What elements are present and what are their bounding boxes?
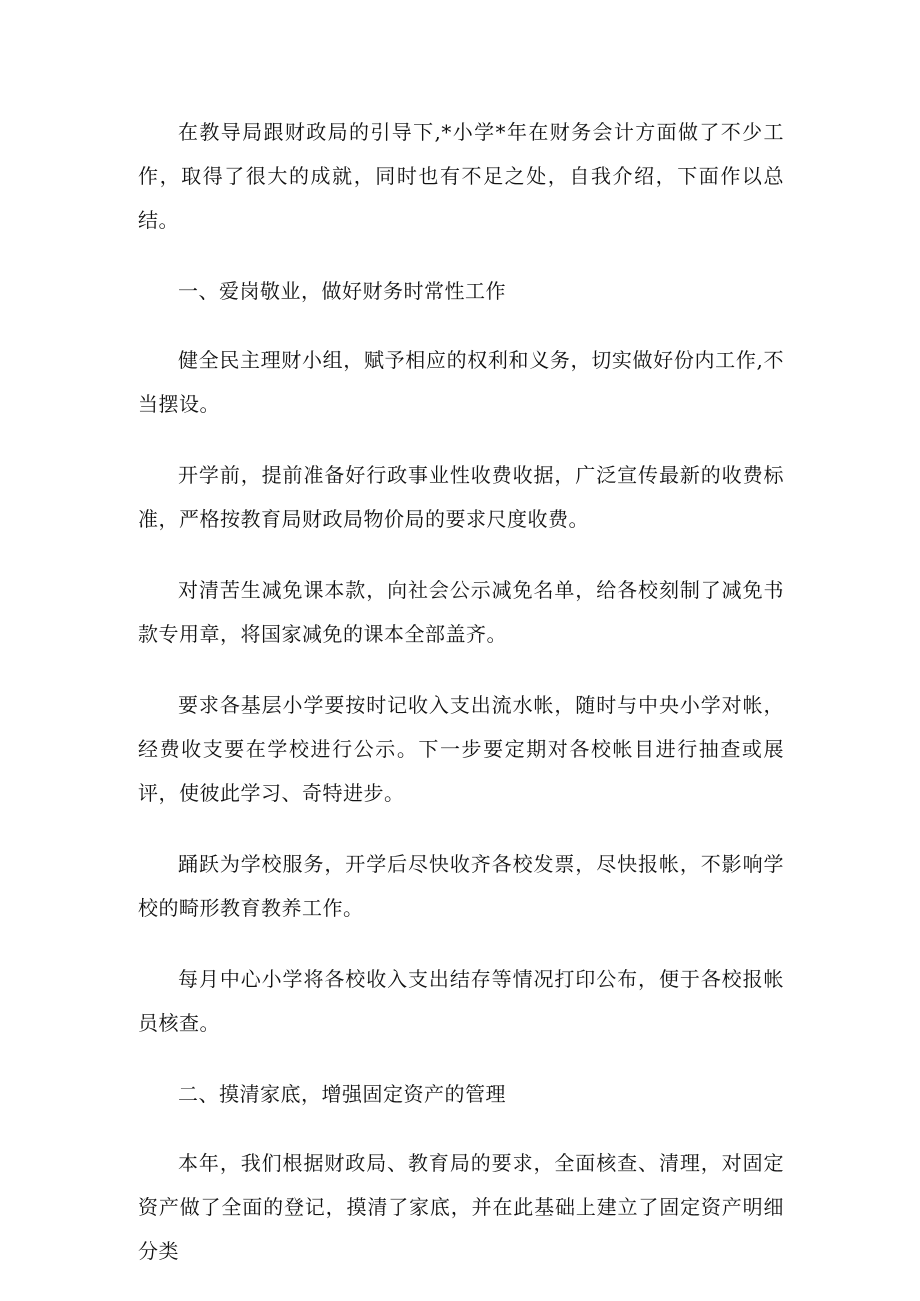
section-heading-1: 一、爱岗敬业，做好财务时常性工作	[178, 279, 506, 303]
section-heading-2: 二、摸清家底，增强固定资产的管理	[178, 1082, 506, 1106]
paragraph-intro: 在教导局跟财政局的引导下,*小学*年在财务会计方面做了不少工作，取得了很大的成就，同时也有不足之处，自我介绍，下面作以总结。	[138, 120, 784, 232]
document-body	[138, 110, 784, 1300]
paragraph-finance-group: 健全民主理财小组，赋予相应的权利和义务，切实做好份内工作,不当摆设。	[138, 348, 784, 416]
paragraph-monthly-report: 每月中心小学将各校收入支出结存等情况打印公布，便于各校报帐员核查。	[138, 967, 784, 1035]
paragraph-school-service: 踊跃为学校服务，开学后尽快收齐各校发票，尽快报帐，不影响学校的畸形教育教养工作。	[138, 852, 784, 920]
paragraph-fee-receipts: 开学前，提前准备好行政事业性收费收据，广泛宣传最新的收费标准，严格按教育局财政局物价局的要求尺度收费。	[138, 463, 784, 531]
paragraph-ledger-requirements: 要求各基层小学要按时记收入支出流水帐，随时与中央小学对帐，经费收支要在学校进行公示。下一步要定期对各校帐目进行抽查或展评，使彼此学习、奇特进步。	[138, 693, 784, 805]
paragraph-fixed-assets: 本年，我们根据财政局、教育局的要求，全面核查、清理，对固定资产做了全面的登记，摸清了家底，并在此基础上建立了固定资产明细分类	[138, 1151, 784, 1263]
paragraph-textbook-waiver: 对清苦生减免课本款，向社会公示减免名单，给各校刻制了减免书款专用章，将国家减免的课本全部盖齐。	[138, 578, 784, 646]
